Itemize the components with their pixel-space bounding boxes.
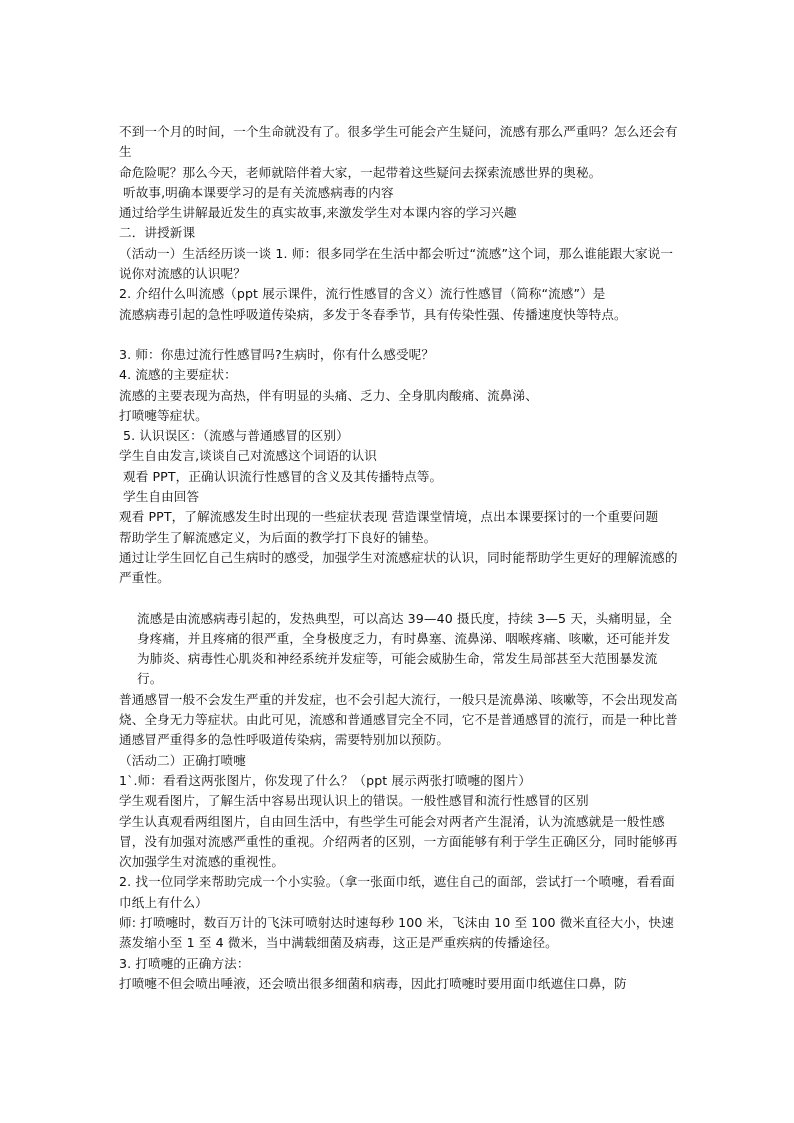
paragraph: 3. 师：你患过流行性感冒吗?生病时，你有什么感受呢？ [119, 346, 435, 362]
paragraph: 2. 介绍什么叫流感（ppt 展示课件，流行性感冒的含义）流行性感冒（简称“流感”）是 [119, 286, 606, 302]
paragraph: （活动二）正确打喷嚏 [119, 752, 246, 768]
paragraph: 听故事,明确本课要学习的是有关流感病毒的内容 [123, 184, 394, 200]
paragraph: 不到一个月的时间，一个生命就没有了。很多学生可能会产生疑问，流感有那么严重吗？怎么还会有生 [119, 124, 678, 160]
document-body [119, 122, 681, 994]
paragraph: 流感是由流感病毒引起的，发热典型，可以高达 39—40 摄氏度，持续 3—5 天，头痛明显，全身疼痛，并且疼痛的很严重，全身极度乏力，有时鼻塞、流鼻涕、咽喉疼痛、咳嗽，还可能并发为肺炎、病毒性心肌炎和神经系统并发症等，可能会威胁生命，常发生局部甚至大范围暴发流行。 [137, 610, 672, 687]
paragraph: 流感的主要表现为高热，伴有明显的头痛、乏力、全身肌肉酸痛、流鼻涕、 [119, 387, 538, 403]
section-heading: 二．讲授新课 [119, 225, 196, 241]
paragraph: 学生观看图片，了解生活中容易出现认识上的错误。一般性感冒和流行性感冒的区别 [119, 793, 589, 809]
paragraph: 学生认真观看两组图片，自由回生活中，有些学生可能会对两者产生混淆，认为流感就是一般性感冒，没有加强对流感严重性的重视。介绍两者的区别，一方面能够有利于学生正确区分，同时能够再次加强学生对流感的重视性。 [119, 813, 678, 870]
blank-line [119, 325, 681, 345]
paragraph: 流感病毒引起的急性呼吸道传染病，多发于冬春季节，具有传染性强、传播速度快等特点。 [119, 306, 627, 322]
paragraph: 3. 打喷嚏的正确方法： [119, 955, 250, 971]
paragraph: 学生自由发言,谈谈自己对流感这个词语的认识 [119, 448, 377, 464]
paragraph: 师: 打喷嚏时，数百万计的飞沫可喷射达时速每秒 100 米，飞沫由 10 至 100 微米直径大小，快速蒸发缩小至 1 至 4 微米，当中满载细菌及病毒，这正是严重疾病的传播途径。 [119, 914, 674, 951]
paragraph: 通过给学生讲解最近发生的真实故事,来激发学生对本课内容的学习兴趣 [119, 205, 517, 221]
paragraph: 打喷嚏不但会喷出唾液，还会喷出很多细菌和病毒，因此打喷嚏时要用面巾纸遮住口鼻，防 [119, 975, 627, 991]
paragraph: 4. 流感的主要症状： [119, 367, 237, 383]
paragraph: 2. 找一位同学来帮助完成一个小实验。（拿一张面巾纸，遮住自己的面部，尝试打一个喷嚏，看看面巾纸上有什么） [119, 874, 675, 910]
paragraph: 帮助学生了解流感定义，为后面的教学打下良好的铺垫。 [119, 529, 437, 545]
paragraph: 学生自由回答 [123, 489, 200, 505]
paragraph: 5. 认识误区：（流感与普通感冒的区别） [123, 428, 349, 444]
paragraph: 通过让学生回忆自己生病时的感受，加强学生对流感症状的认识，同时能帮助学生更好的理解流感的严重性。 [119, 549, 678, 586]
paragraph: 观看 PPT，正确认识流行性感冒的含义及其传播特点等。 [123, 468, 443, 484]
paragraph: 打喷嚏等症状。 [119, 407, 208, 423]
paragraph: 观看 PPT，了解流感发生时出现的一些症状表现 营造课堂情境，点出本课要探讨的一个重要问题 [119, 509, 659, 525]
paragraph: （活动一）生活经历谈一谈 1. 师：很多同学在生活中都会听过“流感”这个词，那么谁能跟大家说一说你对流感的认识呢？ [119, 245, 674, 282]
blank-line [119, 589, 681, 609]
paragraph: 普通感冒一般不会发生严重的并发症，也不会引起大流行，一般只是流鼻涕、咳嗽等，不会出现发高烧、全身无力等症状。由此可见，流感和普通感冒完全不同，它不是普通感冒的流行，而是一种比普通感冒严重得多的急性呼吸道传染病，需要特别加以预防。 [119, 691, 678, 748]
paragraph: 命危险呢？那么今天，老师就陪伴着大家，一起带着这些疑问去探索流感世界的奥秘。 [119, 164, 602, 180]
paragraph: 1`.师：看看这两张图片，你发现了什么？（ppt 展示两张打喷嚏的图片） [119, 772, 532, 788]
